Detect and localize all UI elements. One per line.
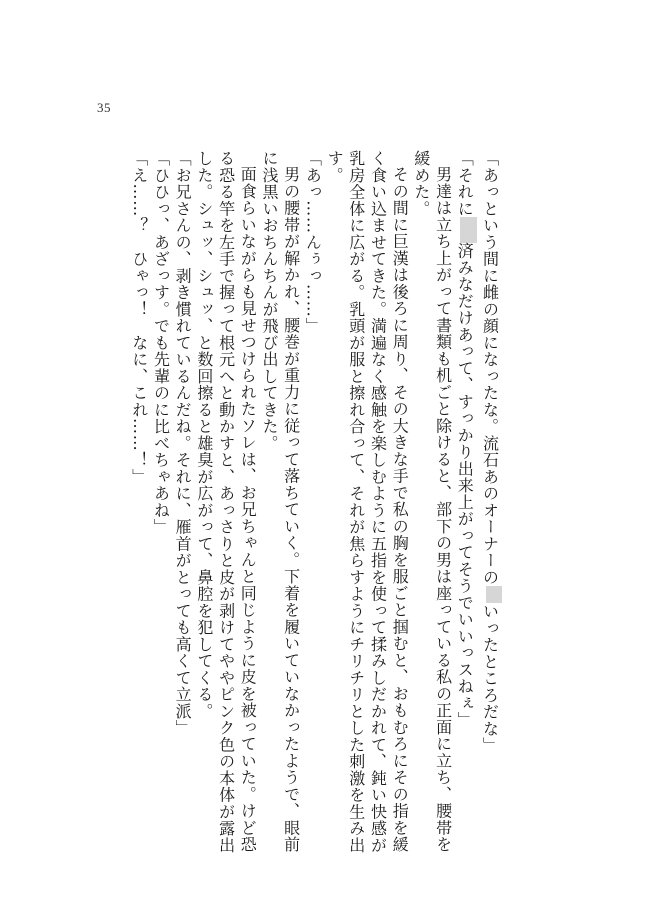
vertical-text-block <box>128 150 504 854</box>
text-column: 「え……？ ひゃっ！ なに、これ……！」 <box>129 150 149 485</box>
text-column: 面食らいながらも見せつけられたソレは、お兄ちゃんと同じように皮を被っていた。けど恐 <box>238 166 258 853</box>
text-column: る恐る竿を左手で握って根元へと動かすと、あっさりと皮が剥けてややピンク色の本体が露出 <box>216 150 236 854</box>
text-column: に浅黒いおちんちんが飛び出してきた。 <box>259 150 279 452</box>
text-column: した。シュッ、シュッ、と数回擦ると雄臭が広がって、鼻腔を犯してくる。 <box>194 150 214 720</box>
text-column <box>479 150 504 850</box>
text-column: その間に巨漢は後ろに周り、その大きな手で私の胸を服ごと掴むと、おもむろにその指を緩 <box>390 166 410 853</box>
text-segment: 「あっという間に雌の顔になったな。流石あのオーナーの <box>480 150 500 586</box>
text-column: 乳房全体に広がる。乳頭が服と擦れ合って、それが焦らすようにチリチリとした刺激を生み出 <box>346 150 366 854</box>
text-segment: 「それに <box>455 150 475 217</box>
text-segment: 済みなだけあって、すっかり出来上がってそうでいいっスねぇ」 <box>455 242 475 729</box>
text-column: く食い込ませてきた。満遍なく感触を楽しむように五指を使って揉みしだかれて、鈍い快感が <box>368 150 388 854</box>
text-column: 「お兄さんの、剥き慣れているんだね。それに、雁首がとっても高くて立派」 <box>173 150 193 737</box>
text-column: 男の腰帯が解かれ、腰巻が重力に従って落ちていく。下着を履いていなかったようで、眼前 <box>281 166 301 853</box>
text-column: す。 <box>325 150 345 184</box>
text-column: 男達は立ち上がって書類も机ごと除けると、部下の男は座っている私の正面に立ち、腰帯を <box>433 166 453 853</box>
text-segment: いったところだな」 <box>480 603 500 754</box>
text-column <box>454 150 479 850</box>
text-column: 緩めた。 <box>411 150 431 217</box>
page-number: 35 <box>97 100 111 115</box>
text-column: 「あっ……んぅっ……」 <box>303 150 323 335</box>
redaction-mark <box>486 586 503 604</box>
redaction-mark <box>460 217 477 243</box>
text-column: 「ひひっ、あざっす。でも先輩のに比べちゃあね」 <box>151 150 171 536</box>
